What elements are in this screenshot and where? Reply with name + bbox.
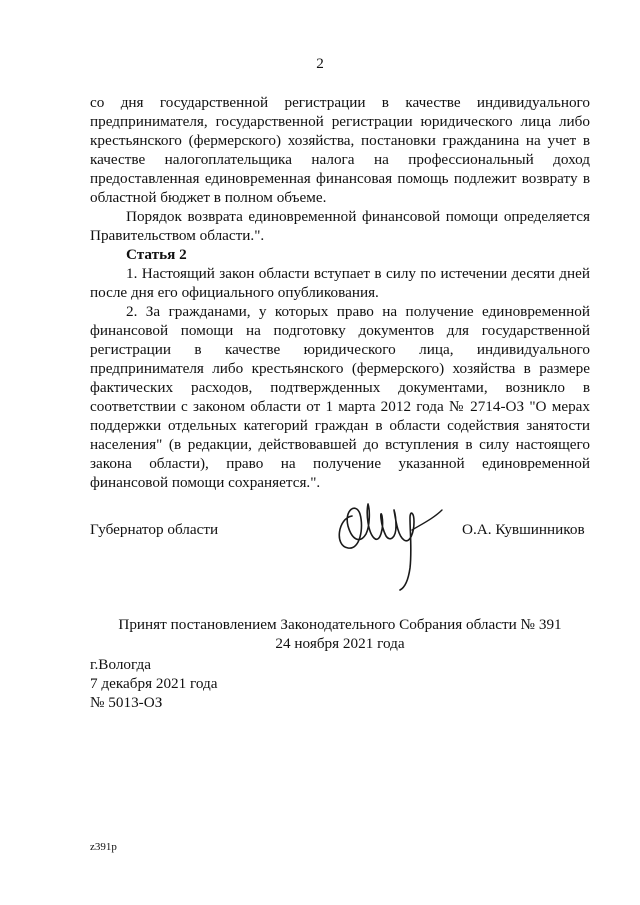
governor-name: О.А. Кувшинников bbox=[462, 521, 585, 538]
place-date-block bbox=[90, 655, 218, 712]
continuation-text bbox=[90, 93, 590, 245]
continuation-paragraph: со дня государственной регистрации в качестве индивидуального предпринимателя, государственной регистрации юридического лица либо крестьянского (фермерского) хозяйства, постановки гражданина на учет в качестве налогоплательщика налога на профессиональный доход предоставленная единовременная финансовая помощь подлежит возврату в областной бюджет в полном объеме. bbox=[90, 94, 590, 206]
continuation-paragraph: Порядок возврата единовременной финансовой помощи определяется Правительством области.". bbox=[90, 208, 590, 244]
article-paragraph: 2. За гражданами, у которых право на получение единовременной финансовой помощи на подготовку документов для государственной регистрации в качестве юридического лица, индивидуального предпринимателя либо крестьянского (фермерского) хозяйства в размере фактических расходов, подтвержденных документами, возникло в соответствии с законом области от 1 марта 2012 года № 2714-ОЗ "О мерах поддержки отдельных категорий граждан в области содействия занятости населения" (в редакции, действовавшей до вступления в силу настоящего закона области), право на получение указанной единовременной финансовой помощи сохраняется.". bbox=[90, 303, 590, 491]
adoption-note bbox=[100, 615, 580, 653]
law-number: № 5013-ОЗ bbox=[90, 694, 163, 711]
adoption-line: Принят постановлением Законодательного Собрания области № 391 bbox=[118, 616, 562, 633]
page-number: 2 bbox=[316, 55, 324, 72]
handwritten-signature bbox=[330, 488, 460, 592]
city: г.Вологда bbox=[90, 656, 151, 673]
signing-date: 7 декабря 2021 года bbox=[90, 675, 218, 692]
governor-title: Губернатор области bbox=[90, 521, 219, 538]
article-heading: Статья 2 bbox=[126, 246, 187, 263]
article-2 bbox=[90, 245, 590, 492]
footer-code: z391p bbox=[90, 841, 117, 853]
article-paragraph: 1. Настоящий закон области вступает в силу по истечении десяти дней после дня его официального опубликования. bbox=[90, 265, 590, 301]
adoption-date: 24 ноября 2021 года bbox=[275, 635, 405, 652]
